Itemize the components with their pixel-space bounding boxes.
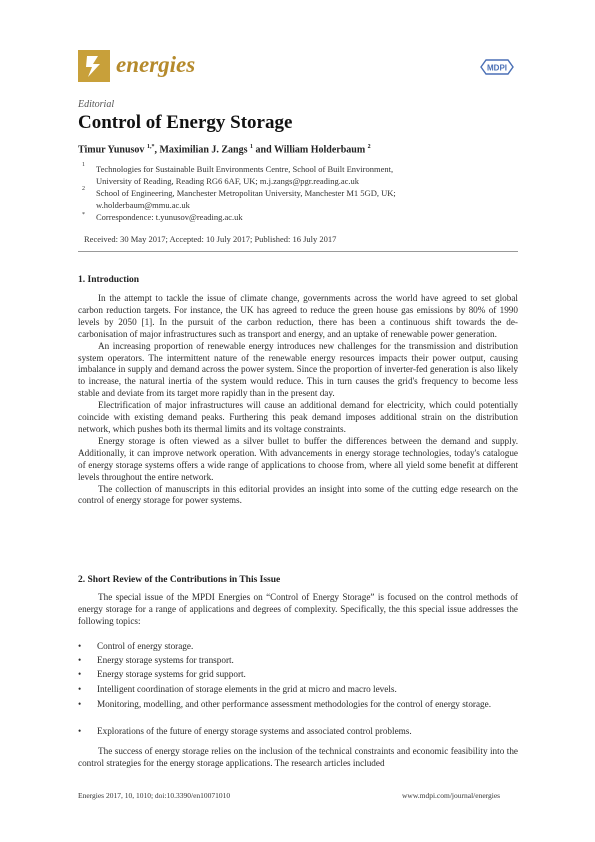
header-divider — [78, 251, 518, 252]
affiliation-1: Technologies for Sustainable Built Environments Centre, School of Built Environment, University of Reading, Reading RG6 6AF, UK; m.j.zangs@pgr.reading.ac.uk — [96, 164, 394, 186]
citation-footer: Energies 2017, 10, 1010; doi:10.3390/en10071010 — [78, 791, 231, 800]
mdpi-logo-icon — [478, 57, 516, 77]
paragraph: In the attempt to tackle the issue of climate change, governments across the world have agreed to set global carbon reduction targets. For instance, the UK has agreed to reduce the green house gas emissions by 80% of 1990 levels by 2050 [1]. In the pursuit of the carbon reduction, there has been a continuous shift towards the de-carbonisation of major infrastructures such as transport and energy, and an uptake of renewable power generation. — [78, 293, 518, 339]
section-heading-review: 2. Short Review of the Contributions in This Issue — [78, 575, 281, 585]
introduction-body — [78, 293, 518, 507]
mdpi-logo-text: MDPI — [487, 63, 507, 73]
paragraph: The collection of manuscripts in this editorial provides an insight into some of the cutting edge research on the control of energy storage for power systems. — [78, 483, 518, 506]
affiliation-1-mark: 1 — [82, 162, 85, 168]
article-type: Editorial — [78, 99, 115, 110]
paragraph: The success of energy storage relies on the inclusion of the technical constraints and economic feasibility into the control strategies for the energy storage applications. The research articles included — [78, 746, 518, 768]
review-intro — [78, 592, 518, 628]
paragraph: Electrification of major infrastructures will cause an additional demand for electricity, which could potentially coincide with existing demand peaks. Furthering this peak demand imposes additional strain on the distribution network, which pushes both its thermal limits and its voltage constraints. — [78, 400, 518, 434]
affiliation-2-mark: 2 — [82, 186, 85, 192]
paragraph: An increasing proportion of renewable energy introduces new challenges for the transmission and distribution system operators. The intermittent nature of the renewable energy resources impacts their power output, causing imbalance in supply and demand across the power system. Since the proportion of inverter-fed generation is also likely to increase, the natural inertia of the system would reduce. This in turn causes the grid's frequency to become less stable and deviate from its target more rapidly than in the present day. — [78, 340, 518, 399]
publication-dates: Received: 30 May 2017; Accepted: 10 July 2017; Published: 16 July 2017 — [84, 234, 337, 244]
journal-name: energies — [116, 52, 196, 77]
paragraph: The special issue of the MPDI Energies on “Control of Energy Storage” is focused on the control methods of energy storage for a range of applications and degrees of complexity. Specifically, the this special issue addresses the following topics: — [78, 592, 518, 626]
correspondence-mark: * — [82, 212, 85, 218]
paragraph: Energy storage is often viewed as a silver bullet to buffer the differences between the demand and supply. Additionally, it can improve network operation. With advancements in energy storage technologies, today's catalogue of energy storage systems offers a wide range of applications to choose from, where all yield some benefit at different levels throughout the entire network. — [78, 435, 518, 482]
page-title: Control of Energy Storage — [78, 112, 293, 133]
review-continuation — [78, 746, 518, 770]
section-heading-introduction: 1. Introduction — [78, 275, 140, 285]
correspondence: Correspondence: t.yunusov@reading.ac.uk — [96, 212, 243, 222]
affiliation-2: School of Engineering, Manchester Metropolitan University, Manchester M1 5GD, UK; w.holderbaum@mmu.ac.uk — [96, 188, 396, 210]
author-list: Timur Yunusov $^{1,*}$, Maximilian J. Zangs $^1$ and William Holderbaum $^2$ — [78, 144, 371, 156]
journal-url[interactable]: www.mdpi.com/journal/energies — [402, 791, 501, 800]
journal-logo-icon — [78, 50, 110, 82]
